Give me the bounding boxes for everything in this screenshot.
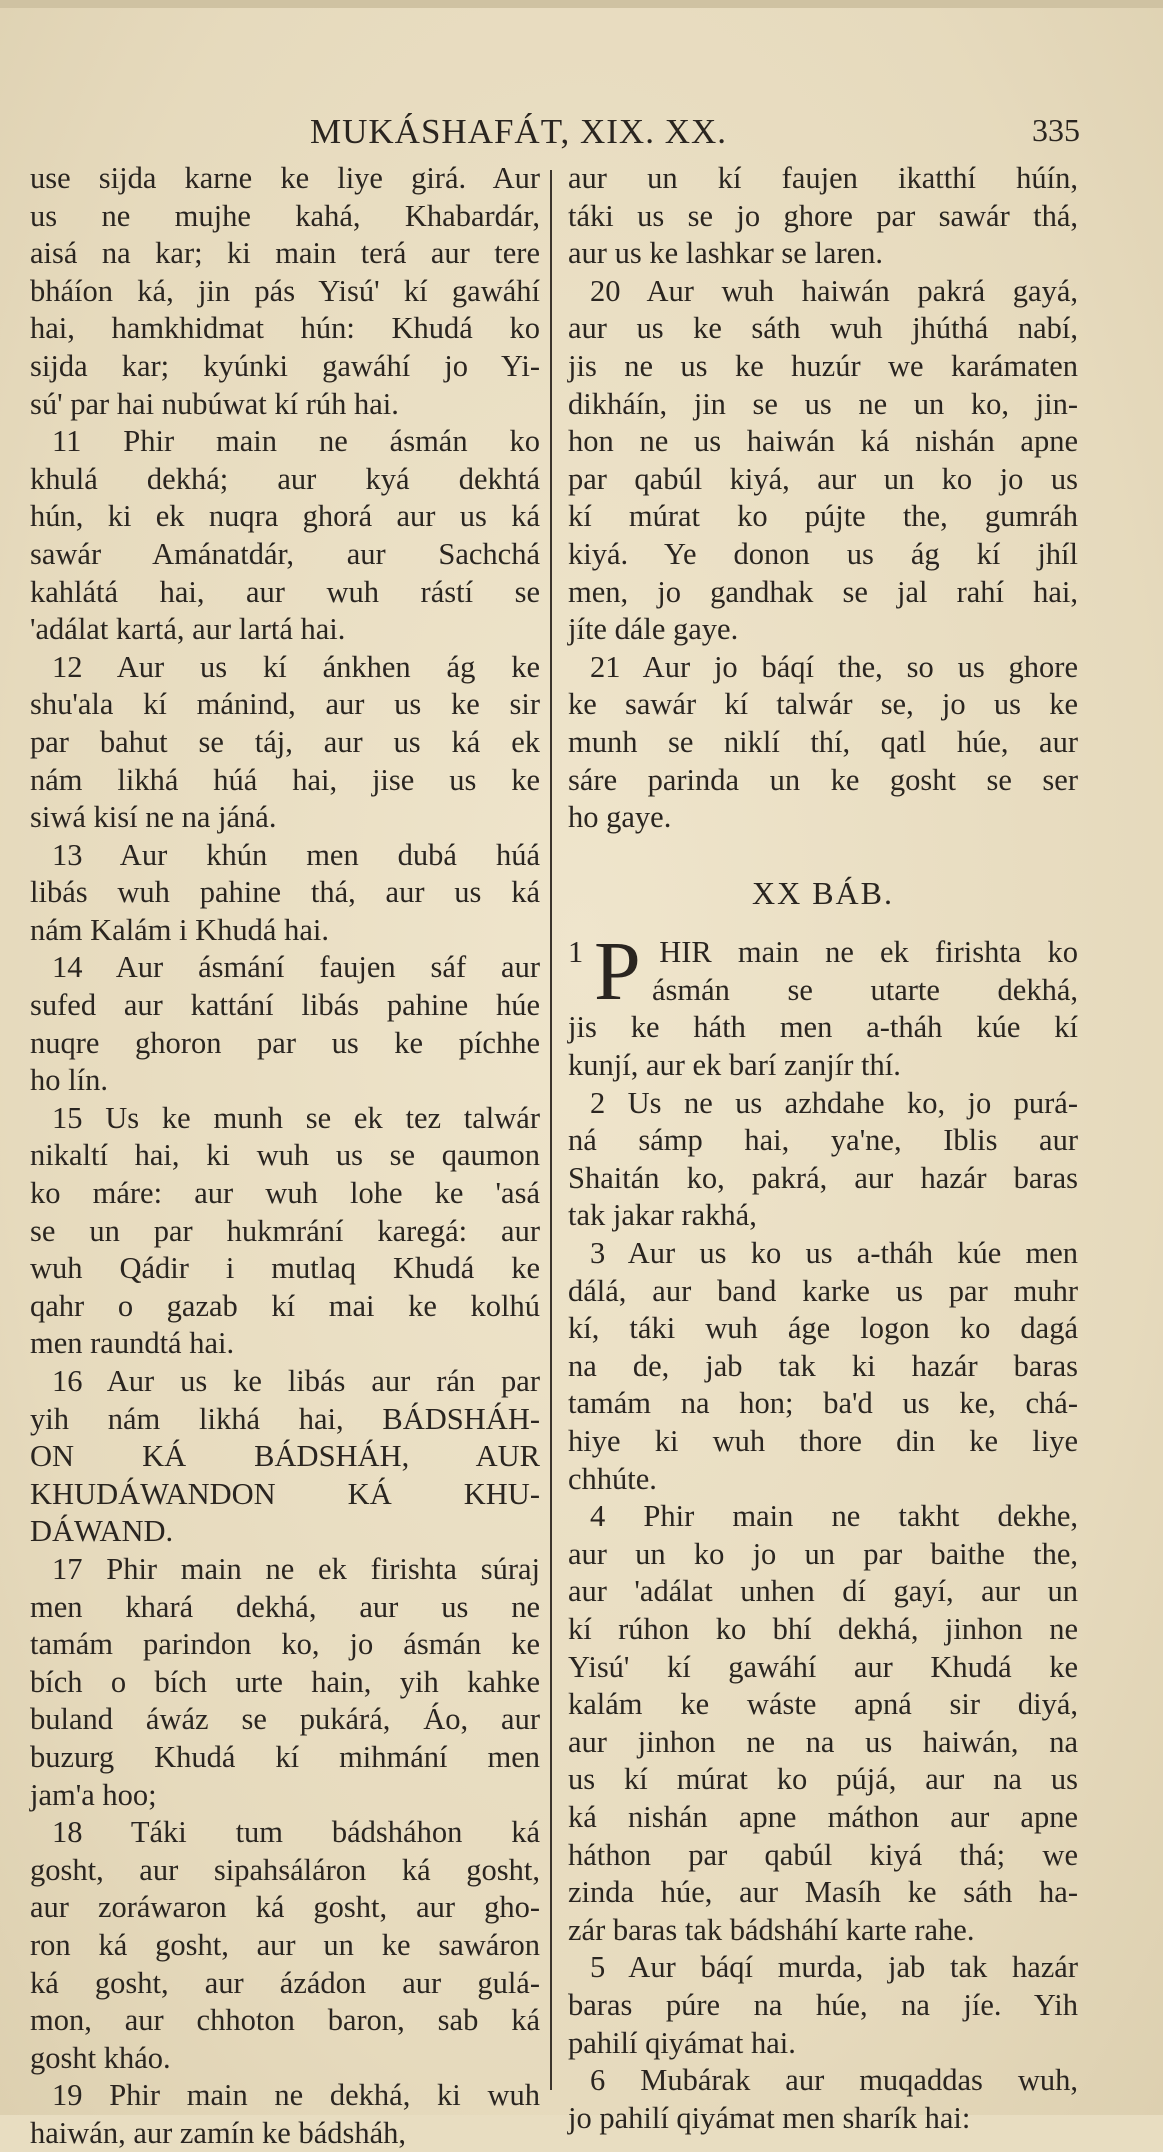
text-line: ko máre: aur wuh lohe ke 'asá xyxy=(30,1176,540,1211)
page-top-edge xyxy=(0,0,1163,8)
text-line: nikaltí hai, ki wuh us se qaumon xyxy=(30,1138,540,1173)
text-line: se un par hukmrání karegá: aur xyxy=(30,1213,540,1248)
text-line: 5 Aur báqí murda, jab tak hazár xyxy=(590,1950,1078,1985)
text-line: ke sawár kí talwár se, jo us ke xyxy=(568,687,1078,722)
text-line: jis ne us ke huzúr we karámaten xyxy=(568,348,1078,383)
text-line: par qabúl kiyá, aur un ko jo us xyxy=(568,461,1078,496)
text-line: use sijda karne ke liye girá. Aur xyxy=(30,161,540,195)
text-line: kahlátá hai, aur wuh rástí se xyxy=(30,574,540,609)
running-title: MUKÁSHAFÁT, XIX. XX. xyxy=(310,112,727,151)
text-line: Shaitán ko, pakrá, aur hazár baras xyxy=(568,1160,1078,1195)
text-line: KHUDÁWANDON KÁ KHU- xyxy=(30,1476,540,1511)
text-line: qahr o gazab kí mai ke kolhú xyxy=(30,1288,540,1323)
text-line: 2 Us ne us azhdahe ko, jo purá- xyxy=(590,1085,1078,1120)
text-line: pahilí qiyámat hai. xyxy=(568,2025,796,2060)
text-line: ron ká gosht, aur un ke sawáron xyxy=(30,1927,540,1962)
right-column-top-text xyxy=(568,160,1078,837)
text-line: táki us se jo ghore par sawár thá, xyxy=(568,198,1078,233)
text-line: DÁWAND. xyxy=(30,1514,174,1549)
text-line: kalám ke wáste apná sir diyá, xyxy=(568,1687,1078,1722)
text-line: aur zoráwaron ká gosht, aur gho- xyxy=(30,1890,540,1925)
text-line: hon ne us haiwán ká nishán apne xyxy=(568,424,1078,459)
text-line: jam'a hoo; xyxy=(30,1777,157,1812)
text-line: aur us ke sáth wuh jhúthá nabí, xyxy=(568,311,1078,346)
text-line: tamám na hon; ba'd us ke, chá- xyxy=(568,1386,1078,1421)
text-line: buland áwáz se pukárá, Áo, aur xyxy=(30,1702,540,1737)
text-line: 16 Aur us ke libás aur rán par xyxy=(52,1364,540,1398)
text-line: dikháín, jin se us ne un ko, jin- xyxy=(568,386,1078,421)
text-line: 'adálat kartá, aur lartá hai. xyxy=(30,612,346,647)
text-line: ho gaye. xyxy=(568,800,672,835)
verse-1-line-2: ásmán se utarte dekhá, xyxy=(652,972,1078,1007)
text-line: us kí múrat ko pújá, aur na us xyxy=(568,1762,1078,1797)
text-line: kí rúhon ko bhí dekhá, jinhon ne xyxy=(568,1611,1078,1646)
text-line: kunjí, aur ek barí zanjír thí. xyxy=(568,1048,901,1083)
text-line: 11 Phir main ne ásmán ko xyxy=(52,424,540,459)
text-line: 18 Táki tum bádsháhon ká xyxy=(52,1815,540,1850)
text-line: baras púre na húe, na jíe. Yih xyxy=(568,1987,1078,2022)
text-line: 13 Aur khún men dubá húá xyxy=(52,837,540,872)
text-line: khulá dekhá; aur kyá dekhtá xyxy=(30,461,540,496)
text-line: aur jinhon ne na us haiwán, na xyxy=(568,1724,1078,1759)
text-line: nuqre ghoron par us ke píchhe xyxy=(30,1025,540,1060)
text-line: chhúte. xyxy=(568,1461,657,1496)
text-line: tak jakar rakhá, xyxy=(568,1198,757,1233)
text-line: aur 'adálat unhen dí gayí, aur un xyxy=(568,1574,1078,1609)
text-line: 17 Phir main ne ek firishta súraj xyxy=(52,1551,540,1586)
text-line: jíte dále gaye. xyxy=(568,612,739,647)
text-line: jis ke háth men a-tháh kúe kí xyxy=(568,1010,1078,1045)
text-line: libás wuh pahine thá, aur us ká xyxy=(30,875,540,910)
text-line: zár baras tak bádsháhí karte rahe. xyxy=(568,1912,975,1947)
text-line: yih nám likhá hai, BÁDSHÁH- xyxy=(30,1401,540,1436)
text-line: kí múrat ko pújte the, gumráh xyxy=(568,499,1078,534)
text-line: sufed aur kattání libás pahine húe xyxy=(30,988,540,1023)
page-header xyxy=(30,112,1080,156)
text-line: men, jo gandhak se jal rahí hai, xyxy=(568,574,1078,609)
text-line: nám likhá húá hai, jise us ke xyxy=(30,762,540,797)
text-line: gosht kháo. xyxy=(30,2040,171,2075)
verse-1-number: 1 xyxy=(568,935,584,970)
right-column-bottom-text xyxy=(568,1009,1078,2137)
text-line: sáre parinda un ke gosht se ser xyxy=(568,762,1078,797)
text-line: jo pahilí qiyámat men sharík hai: xyxy=(568,2100,971,2135)
text-line: hún, ki ek nuqra ghorá aur us ká xyxy=(30,499,540,534)
text-line: wuh Qádir i mutlaq Khudá ke xyxy=(30,1251,540,1286)
text-line: zinda húe, aur Masíh ke sáth ha- xyxy=(568,1875,1078,1910)
text-line: us ne mujhe kahá, Khabardár, xyxy=(30,198,540,233)
text-line: sawár Amánatdár, aur Sachchá xyxy=(30,536,540,571)
text-line: men raundtá hai. xyxy=(30,1326,235,1361)
text-line: 4 Phir main ne takht dekhe, xyxy=(590,1499,1078,1534)
page-number: 335 xyxy=(1032,112,1080,148)
verse-1-line-1 xyxy=(568,934,1078,972)
text-line: par bahut se táj, aur us ká ek xyxy=(30,724,540,759)
text-line: nám Kalám i Khudá hai. xyxy=(30,912,329,947)
text-line: haiwán, aur zamín ke bádsháh, xyxy=(30,2115,407,2150)
drop-cap-letter: P xyxy=(594,925,641,1019)
text-line: ON KÁ BÁDSHÁH, AUR xyxy=(30,1439,540,1474)
text-line: kí, táki wuh áge logon ko dagá xyxy=(568,1311,1078,1346)
text-line: siwá kisí ne na jáná. xyxy=(30,800,277,835)
text-line: hiye ki wuh thore din ke liye xyxy=(568,1424,1078,1458)
text-line: 3 Aur us ko us a-tháh kúe men xyxy=(590,1236,1078,1271)
text-line: 14 Aur ásmání faujen sáf aur xyxy=(52,950,540,985)
text-line: Yisú' kí gawáhí aur Khudá ke xyxy=(568,1649,1078,1684)
text-line: 21 Aur jo báqí the, so us ghore xyxy=(590,649,1078,684)
text-line: hai, hamkhidmat hún: Khudá ko xyxy=(30,311,540,346)
chapter-heading: XX BÁB. xyxy=(751,874,894,911)
text-line: tamám parindon ko, jo ásmán ke xyxy=(30,1627,540,1662)
text-line: munh se niklí thí, qatl húe, aur xyxy=(568,724,1078,759)
verse-1-text-line-1: HIR main ne ek firishta ko xyxy=(659,935,1078,970)
text-line: aur un ko jo un par baithe the, xyxy=(568,1536,1078,1571)
text-line: 20 Aur wuh haiwán pakrá gayá, xyxy=(590,273,1078,308)
text-line: ná sámp hai, ya'ne, Iblis aur xyxy=(568,1123,1078,1158)
text-line: dálá, aur band karke us par muhr xyxy=(568,1273,1078,1308)
column-divider xyxy=(550,170,552,2090)
text-line: gosht, aur sipahsáláron ká gosht, xyxy=(30,1852,540,1887)
text-line: aur us ke lashkar se laren. xyxy=(568,236,884,271)
text-line: na de, jab tak ki hazár baras xyxy=(568,1348,1078,1383)
text-line: ká gosht, aur ázádon aur gulá- xyxy=(30,1965,540,2000)
text-line: buzurg Khudá kí mihmání men xyxy=(30,1739,540,1774)
text-line: 15 Us ke munh se ek tez talwár xyxy=(52,1100,540,1135)
text-line: kiyá. Ye donon us ág kí jhíl xyxy=(568,536,1078,571)
text-line: 12 Aur us kí ánkhen ág ke xyxy=(52,649,540,684)
text-line: bháíon ká, jin pás Yisú' kí gawáhí xyxy=(30,273,540,308)
text-line: ká nishán apne máthon aur apne xyxy=(568,1799,1078,1834)
left-column xyxy=(30,160,540,2152)
text-line: men khará dekhá, aur us ne xyxy=(30,1589,540,1624)
text-line: shu'ala kí mánind, aur us ke sir xyxy=(30,687,540,722)
text-line: aur un kí faujen ikatthí húín, xyxy=(568,161,1078,195)
text-line: sijda kar; kyúnki gawáhí jo Yi- xyxy=(30,348,540,383)
text-line: aisá na kar; ki main terá aur tere xyxy=(30,236,540,271)
text-line: háthon par qabúl kiyá thá; we xyxy=(568,1837,1078,1872)
text-line: 6 Mubárak aur muqaddas wuh, xyxy=(590,2063,1078,2098)
text-line: ho lín. xyxy=(30,1063,108,1098)
text-line: bích o bích urte hain, yih kahke xyxy=(30,1664,540,1699)
text-line: 19 Phir main ne dekhá, ki wuh xyxy=(52,2078,540,2113)
verse-1-opening xyxy=(568,925,1078,1019)
text-line: mon, aur chhoton baron, sab ká xyxy=(30,2003,540,2038)
text-line: sú' par hai nubúwat kí rúh hai. xyxy=(30,386,399,421)
right-column xyxy=(568,160,1078,2137)
